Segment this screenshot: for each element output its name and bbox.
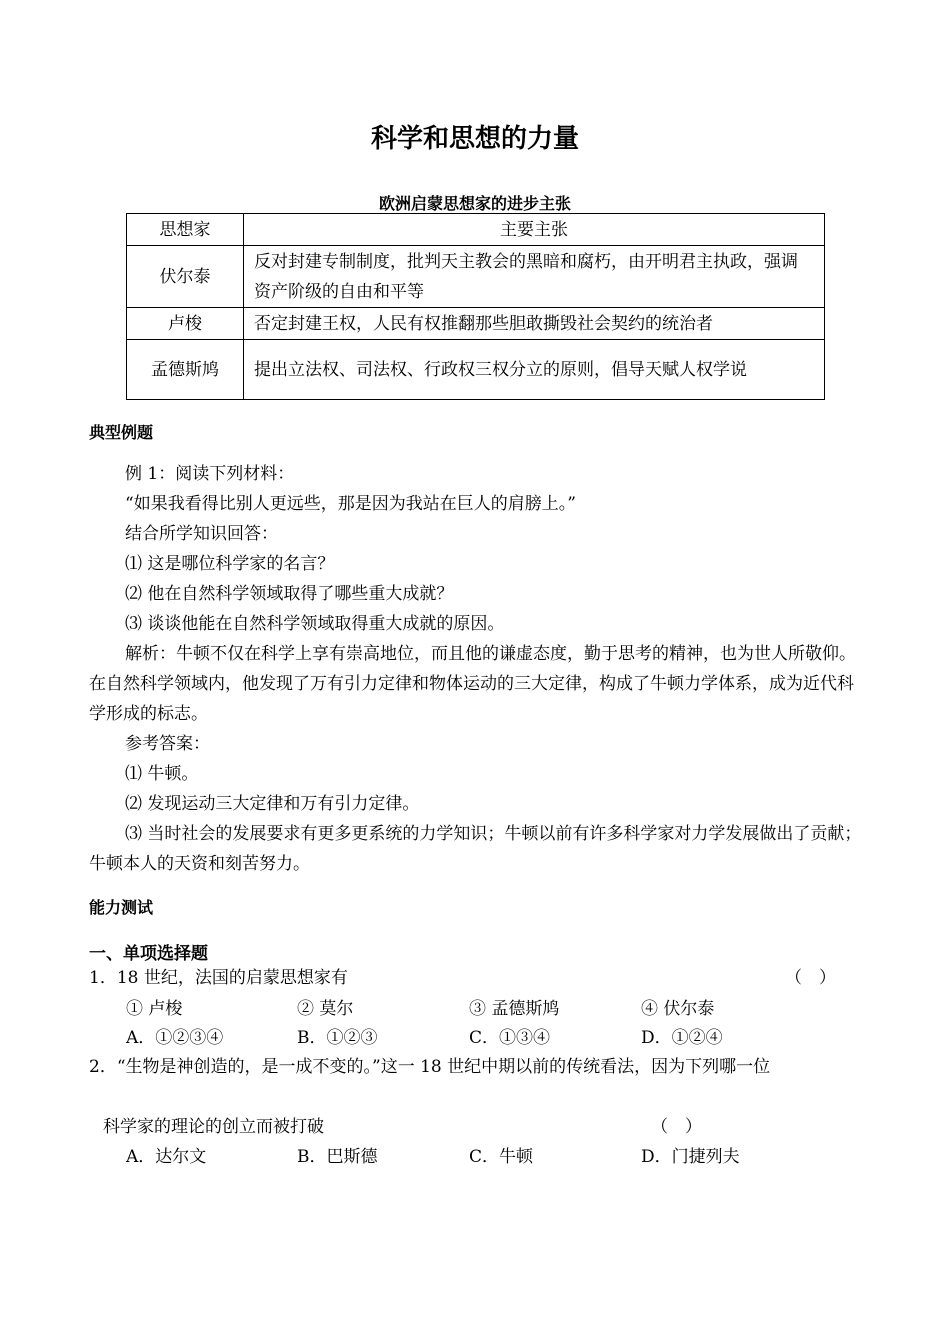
answer-line: ⑵ 发现运动三大定律和万有引力定律。	[125, 794, 420, 814]
q2-stem-cont: 科学家的理论的创立而被打破	[103, 1117, 324, 1137]
table-row	[127, 340, 825, 400]
example-line: 例 1：阅读下列材料：	[125, 464, 295, 484]
answer-line: ⑶ 当时社会的发展要求有更多更系统的力学知识；牛顿以前有许多科学家对力学发展做出了贡献；牛顿本人的天资和刻苦努力。	[89, 824, 862, 874]
example-line: “如果我看得比别人更远些，那是因为我站在巨人的肩膀上。”	[125, 494, 576, 514]
thinker-claim: 否定封建王权，人民有权推翻那些胆敢撕毁社会契约的统治者	[244, 308, 825, 340]
q2-option-a: A．达尔文	[126, 1147, 207, 1167]
q2-option-b: B．巴斯德	[297, 1147, 378, 1167]
page-title: 科学和思想的力量	[370, 124, 579, 154]
q1-option-c: C．①③④	[469, 1028, 551, 1048]
q1-option-d: D．①②④	[641, 1028, 723, 1048]
test-heading: 能力测试	[89, 898, 154, 917]
q1-item: ④ 伏尔泰	[641, 999, 715, 1019]
example-line: ⑵ 他在自然科学领域取得了哪些重大成就？	[125, 584, 454, 604]
q1-item: ① 卢梭	[126, 999, 183, 1019]
table-caption: 欧洲启蒙思想家的进步主张	[378, 194, 571, 213]
q2-option-d: D．门捷列夫	[641, 1147, 740, 1167]
q2-option-c: C．牛顿	[469, 1147, 534, 1167]
table-row	[127, 246, 825, 308]
thinker-claim: 提出立法权、司法权、行政权三权分立的原则，倡导天赋人权学说	[244, 340, 825, 400]
q1-item: ③ 孟德斯鸠	[469, 999, 560, 1019]
q2-stem: 2．“生物是神创造的，是一成不变的。”这一 18 世纪中期以前的传统看法，因为下列哪一位	[89, 1057, 771, 1077]
table-header-row	[127, 214, 825, 246]
analysis-paragraph: 解析：牛顿不仅在科学上享有崇高地位，而且他的谦虚态度，勤于思考的精神，也为世人所敬仰。在自然科学领域内，他发现了万有引力定律和物体运动的三大定律，构成了牛顿力学体系，成为近代科学形成的标志。	[89, 644, 856, 724]
thinker-claim: 反对封建专制制度，批判天主教会的黑暗和腐朽，由开明君主执政，强调资产阶级的自由和平等	[244, 246, 825, 308]
example-line: ⑴ 这是哪位科学家的名言？	[125, 554, 335, 574]
q1-stem: 1．18 世纪，法国的启蒙思想家有	[89, 968, 348, 988]
section-heading: 一、单项选择题	[89, 944, 208, 964]
q1-option-a: A．①②③④	[126, 1028, 224, 1048]
example-body	[89, 459, 864, 879]
example-line: ⑶ 谈谈他能在自然科学领域取得重大成就的原因。	[125, 614, 505, 634]
q1-option-b: B．①②③	[297, 1028, 378, 1048]
thinker-name: 卢梭	[127, 308, 244, 340]
q1-item: ② 莫尔	[297, 999, 354, 1019]
thinker-name: 伏尔泰	[127, 246, 244, 308]
header-thinker: 思想家	[127, 214, 244, 246]
answer-label: 参考答案：	[125, 734, 210, 754]
example-heading: 典型例题	[89, 423, 154, 442]
thinker-name: 孟德斯鸠	[127, 340, 244, 400]
q1-paren: （ ）	[785, 968, 836, 988]
table-row	[127, 308, 825, 340]
answer-line: ⑴ 牛顿。	[125, 764, 199, 784]
example-line: 结合所学知识回答：	[125, 524, 278, 544]
q2-paren: （ ）	[651, 1117, 702, 1137]
header-claim: 主要主张	[244, 214, 825, 246]
thinkers-table	[126, 213, 825, 400]
